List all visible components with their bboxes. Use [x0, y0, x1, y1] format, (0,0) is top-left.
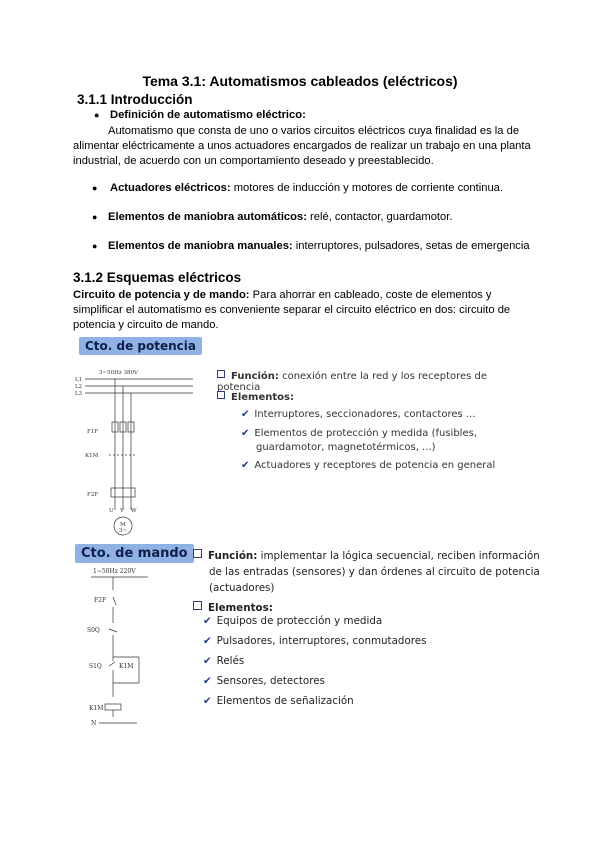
checkmark-icon: ✔ [203, 675, 212, 687]
schemes-line-1: Circuito de potencia y de mando: Para ahorrar en cableado, coste de elementos y [73, 289, 492, 301]
definition-line-2: alimentar eléctricamente a unos actuadores encargados de realizar un trabajo en una planta [73, 140, 531, 152]
line-label: L1 [75, 377, 83, 383]
page-title: Tema 3.1: Automatismos cableados (eléctricos) [142, 73, 458, 89]
element-item: ✔ Relés [203, 655, 245, 667]
terminal-label: W [131, 508, 137, 514]
square-bullet-icon [193, 549, 202, 558]
component-label: S1Q [89, 663, 102, 670]
definition-line-3: industrial, de acuerdo con un comportamiento deseado y preestablecido. [73, 155, 434, 167]
slide-control-circuit [73, 541, 540, 733]
element-item: ✔ Actuadores y receptores de potencia en general [241, 460, 496, 471]
element-item: ✔ Elementos de señalización [203, 695, 354, 707]
component-label: F2F [94, 597, 107, 604]
component-label: K1M [119, 663, 134, 670]
element-item: ✔ Pulsadores, interruptores, conmutadores [203, 635, 427, 647]
slide-power-circuit [73, 334, 528, 534]
terminal-label: V [120, 508, 124, 514]
definition-label: Definición de automatismo eléctrico: [110, 109, 306, 121]
funcion-line-3: (actuadores) [209, 582, 275, 594]
element-item: ✔ Elementos de protección y medida (fusibles, [241, 428, 478, 439]
line-label: L3 [75, 391, 83, 397]
motor-label: M [120, 522, 126, 528]
funcion-line-1: Función: implementar la lógica secuencial, reciben información [193, 549, 540, 564]
funcion-line-2: de las entradas (sensores) y dan órdenes al circuito de potencia [209, 566, 540, 578]
supply-label: 1~50Hz 220V [93, 568, 136, 575]
checkmark-icon: ✔ [241, 409, 250, 420]
component-label: S0Q [87, 627, 100, 634]
control-circuit-diagram [73, 565, 183, 730]
square-bullet-icon [217, 370, 225, 378]
bullet-icon: ● [92, 212, 98, 222]
funcion-line: Función: conexión entre la red y los receptores de potencia [217, 371, 488, 393]
checkmark-icon: ✔ [203, 655, 212, 667]
checkmark-icon: ✔ [203, 635, 212, 647]
checkmark-icon: ✔ [241, 460, 250, 471]
checkmark-icon: ✔ [203, 615, 212, 627]
component-label: F1F [87, 429, 99, 435]
definition-item [94, 109, 306, 121]
motor-label: 3~ [119, 528, 128, 534]
component-label: K1M [89, 705, 104, 712]
schemes-line-3: potencia y circuito de mando. [73, 319, 219, 331]
checkmark-icon: ✔ [241, 428, 250, 439]
bullet-icon: ● [94, 110, 100, 120]
section-heading-schemes: 3.1.2 Esquemas eléctricos [73, 270, 242, 285]
elementos-line: Elementos: [217, 391, 294, 403]
component-label: N [91, 720, 97, 727]
bullet-icon: ● [92, 183, 98, 193]
elementos-line: Elementos: [193, 601, 273, 616]
element-item: ✔ Interruptores, seccionadores, contactores ... [241, 409, 476, 420]
checkmark-icon: ✔ [203, 695, 212, 707]
schemes-line-2: simplificar el automatismo es conveniente separar el circuito eléctrico en dos: circuito de [73, 304, 511, 316]
list-item: ● Elementos de maniobra manuales: interruptores, pulsadores, setas de emergencia [92, 240, 530, 252]
component-label: K1M [85, 453, 99, 459]
bullet-icon: ● [92, 241, 98, 251]
terminal-label: U [109, 508, 114, 514]
line-label: L2 [75, 384, 83, 390]
square-bullet-icon [217, 391, 225, 399]
supply-label: 3~50Hz 380V [99, 370, 139, 376]
slide-tag-control: Cto. de mando [75, 544, 194, 563]
slide-tag-power: Cto. de potencia [79, 337, 202, 355]
element-item: ✔ Equipos de protección y medida [203, 615, 383, 627]
element-item-continued: guardamotor, magnetotérmicos, ...) [256, 442, 436, 453]
square-bullet-icon [193, 601, 202, 610]
definition-line-1: Automatismo que consta de uno o varios circuitos eléctricos cuya finalidad es la de [108, 125, 520, 137]
list-item: ● Elementos de maniobra automáticos: relé, contactor, guardamotor. [92, 211, 453, 223]
element-item: ✔ Sensores, detectores [203, 675, 325, 687]
list-item: ● Actuadores eléctricos: motores de inducción y motores de corriente continua. [92, 182, 503, 194]
component-label: F2F [87, 492, 99, 498]
section-heading-intro: 3.1.1 Introducción [77, 92, 193, 107]
